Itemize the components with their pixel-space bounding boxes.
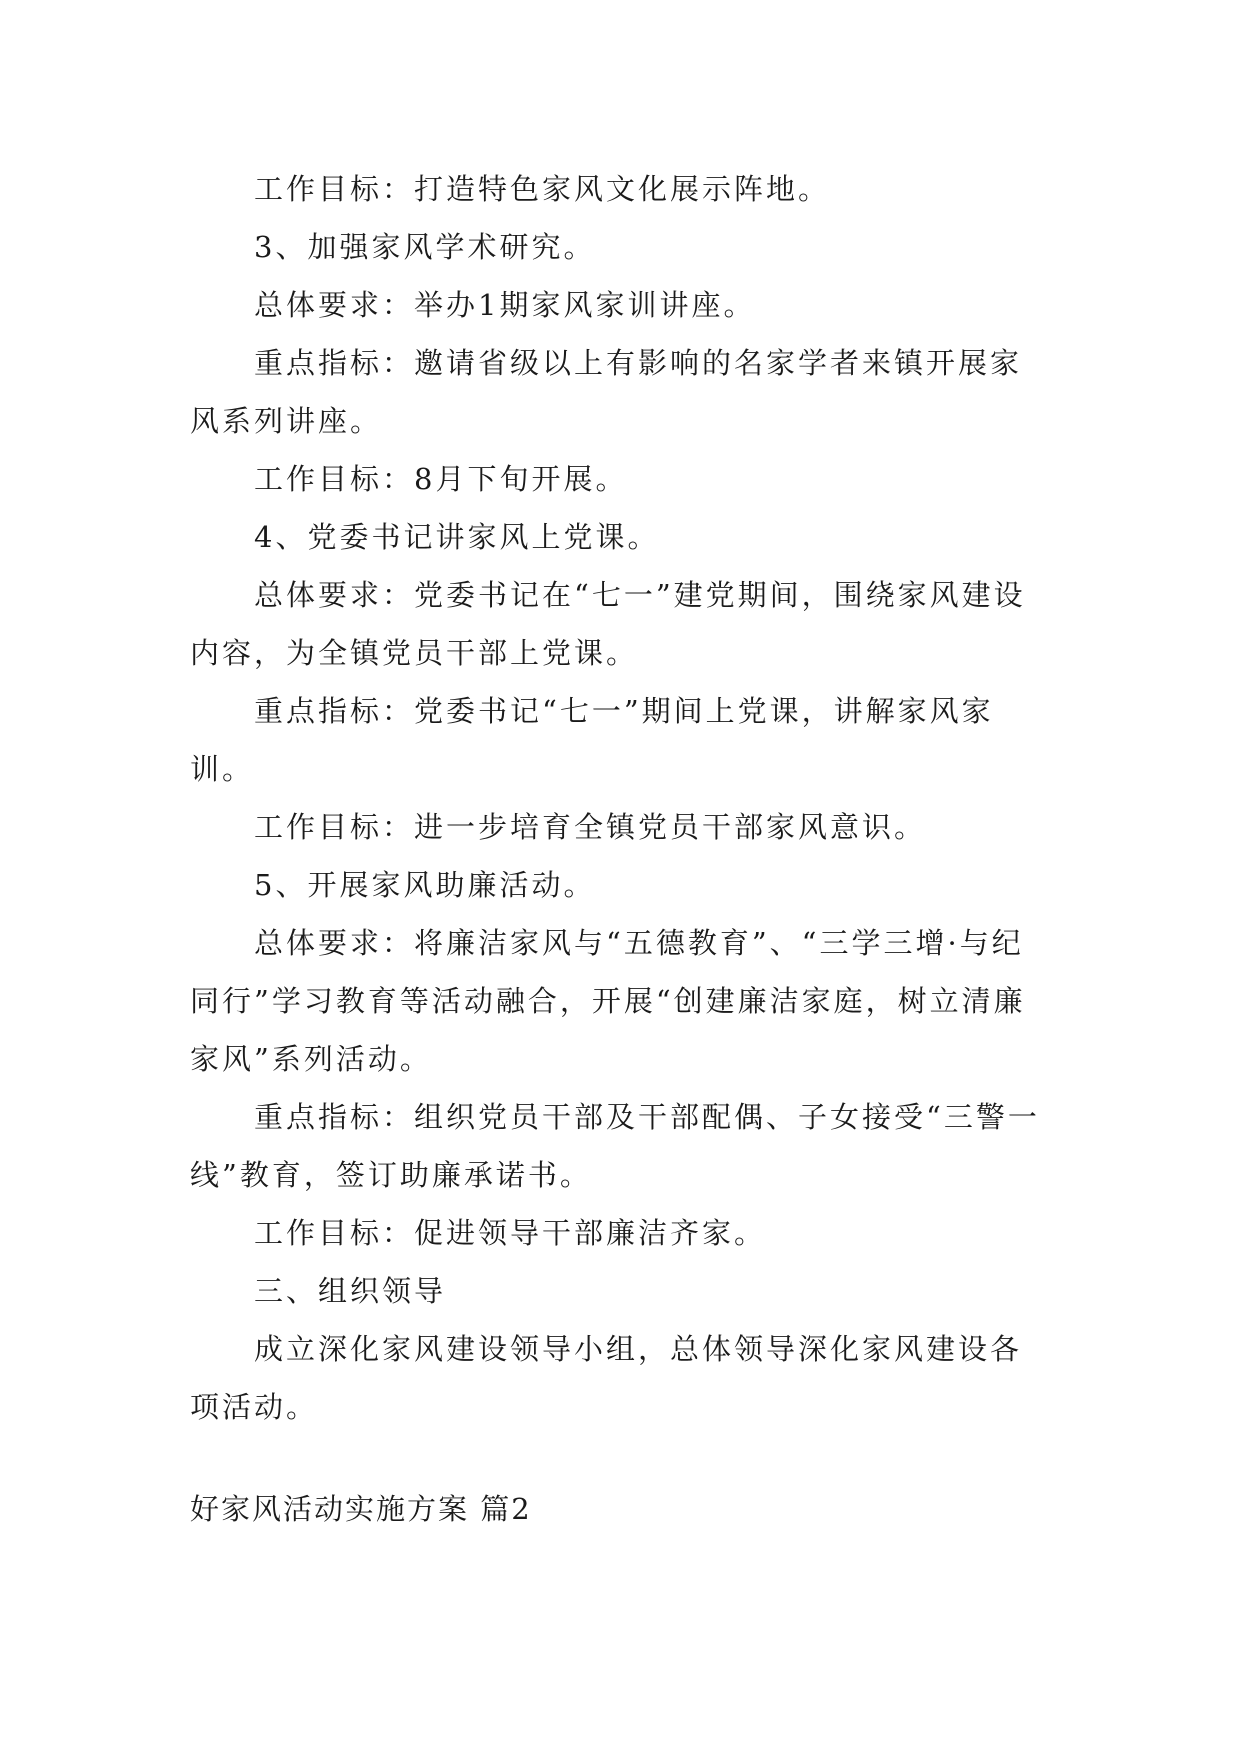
paragraph-key-indicator-3: 重点指标：邀请省级以上有影响的名家学者来镇开展家风系列讲座。 [190, 346, 1023, 438]
paragraph-overall-requirement-5: 总体要求：将廉洁家风与“五德教育”、“三学三增·与纪同行”学习教育等活动融合，开展“创建廉洁家庭，树立清廉家风”系列活动。 [190, 926, 1026, 1076]
paragraph-leadership-group: 成立深化家风建设领导小组，总体领导深化家风建设各项活动。 [190, 1332, 1023, 1424]
paragraph-key-indicator-4: 重点指标：党委书记“七一”期间上党课，讲解家风家训。 [190, 694, 994, 786]
document-body [190, 160, 1050, 1436]
paragraph-work-goal-display: 工作目标：打造特色家风文化展示阵地。 [254, 172, 831, 206]
section-heading: 好家风活动实施方案 篇2 [190, 1492, 532, 1526]
paragraph-item-4: 4、党委书记讲家风上党课。 [254, 520, 660, 554]
paragraph-overall-requirement-3: 总体要求：举办1期家风家训讲座。 [254, 288, 756, 322]
paragraph-item-3: 3、加强家风学术研究。 [254, 230, 596, 264]
paragraph-item-5: 5、开展家风助廉活动。 [254, 868, 596, 902]
paragraph-work-goal-3: 工作目标：8月下旬开展。 [254, 462, 628, 496]
paragraph-overall-requirement-4: 总体要求：党委书记在“七一”建党期间，围绕家风建设内容，为全镇党员干部上党课。 [190, 578, 1026, 670]
paragraph-section-organization: 三、组织领导 [254, 1274, 447, 1308]
paragraph-work-goal-5: 工作目标：促进领导干部廉洁齐家。 [254, 1216, 767, 1250]
paragraph-key-indicator-5: 重点指标：组织党员干部及干部配偶、子女接受“三警一线”教育，签订助廉承诺书。 [190, 1100, 1040, 1192]
paragraph-work-goal-4: 工作目标：进一步培育全镇党员干部家风意识。 [254, 810, 927, 844]
